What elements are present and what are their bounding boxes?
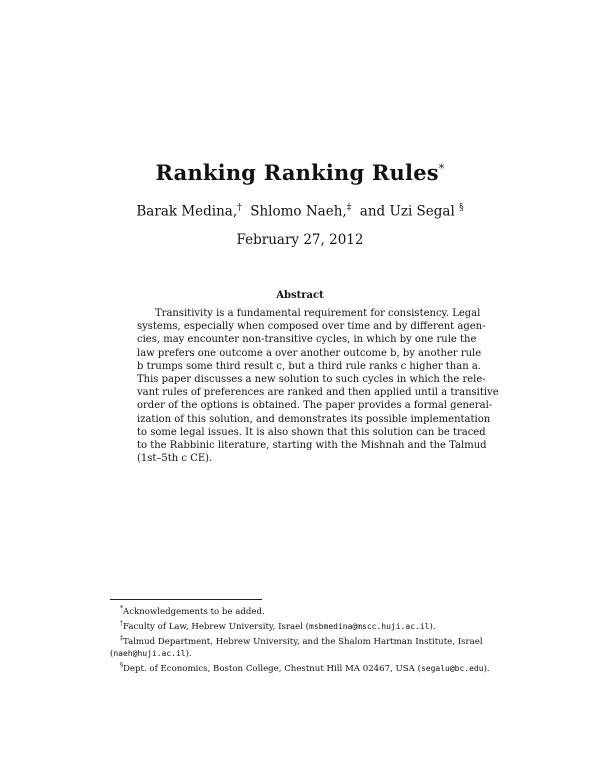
paper-date: February 27, 2012 <box>236 232 364 248</box>
abstract-line: b trumps some third result c, but a third rule ranks c higher than a. <box>137 360 481 372</box>
footnote-rule <box>110 599 262 600</box>
footnotes <box>110 603 490 674</box>
footnote-medina: †Faculty of Law, Hebrew University, Israel (msbmedina@mscc.huji.ac.il). <box>120 619 436 632</box>
abstract-line: (1st–5th c CE). <box>137 453 213 465</box>
abstract-line: Transitivity is a fundamental requirement for consistency. Legal <box>155 308 481 319</box>
abstract-heading: Abstract <box>276 290 324 301</box>
abstract-body <box>137 307 499 465</box>
abstract-line: This paper discusses a new solution to such cycles in which the rele- <box>137 373 486 385</box>
abstract-line: ization of this solution, and demonstrates its possible implementation <box>137 413 491 425</box>
footnote-segal: §Dept. of Economics, Boston College, Chestnut Hill MA 02467, USA (segalu@bc.edu). <box>120 661 490 674</box>
abstract-line: law prefers one outcome a over another outcome b, by another rule <box>137 347 482 359</box>
footnote-naeh-cont: (naeh@huji.ac.il). <box>110 648 192 659</box>
title-footnote-mark: * <box>438 162 445 175</box>
footnote-naeh: ‡Talmud Department, Hebrew University, and the Shalom Hartman Institute, Israel <box>120 634 483 647</box>
abstract-line: vant rules of preferences are ranked and then applied until a transitive <box>137 387 499 399</box>
abstract-line: order of the options is obtained. The paper provides a formal general- <box>137 400 493 412</box>
abstract-line: to some legal issues. It is also shown that this solution can be traced <box>137 426 486 438</box>
abstract-line: to the Rabbinic literature, starting with the Mishnah and the Talmud <box>137 439 487 451</box>
author-segal: and Uzi Segal <box>359 203 455 220</box>
author-naeh: Shlomo Naeh, <box>250 203 347 220</box>
paper-title: Ranking Ranking Rules* <box>155 160 445 185</box>
abstract-line: systems, especially when composed over time and by different agen- <box>137 321 486 333</box>
author-list: Barak Medina,† Shlomo Naeh,‡ and Uzi Segal § <box>136 203 464 220</box>
footnote-acknowledgements: *Acknowledgements to be added. <box>120 605 265 617</box>
author-medina: Barak Medina, <box>136 203 238 220</box>
abstract-line: cies, may encounter non-transitive cycles, in which by one rule the <box>137 334 477 346</box>
email-naeh[interactable]: naeh@huji.ac.il <box>113 648 186 658</box>
email-medina[interactable]: msbmedina@mscc.huji.ac.il <box>309 621 430 631</box>
email-segal[interactable]: segalu@bc.edu <box>420 663 484 673</box>
